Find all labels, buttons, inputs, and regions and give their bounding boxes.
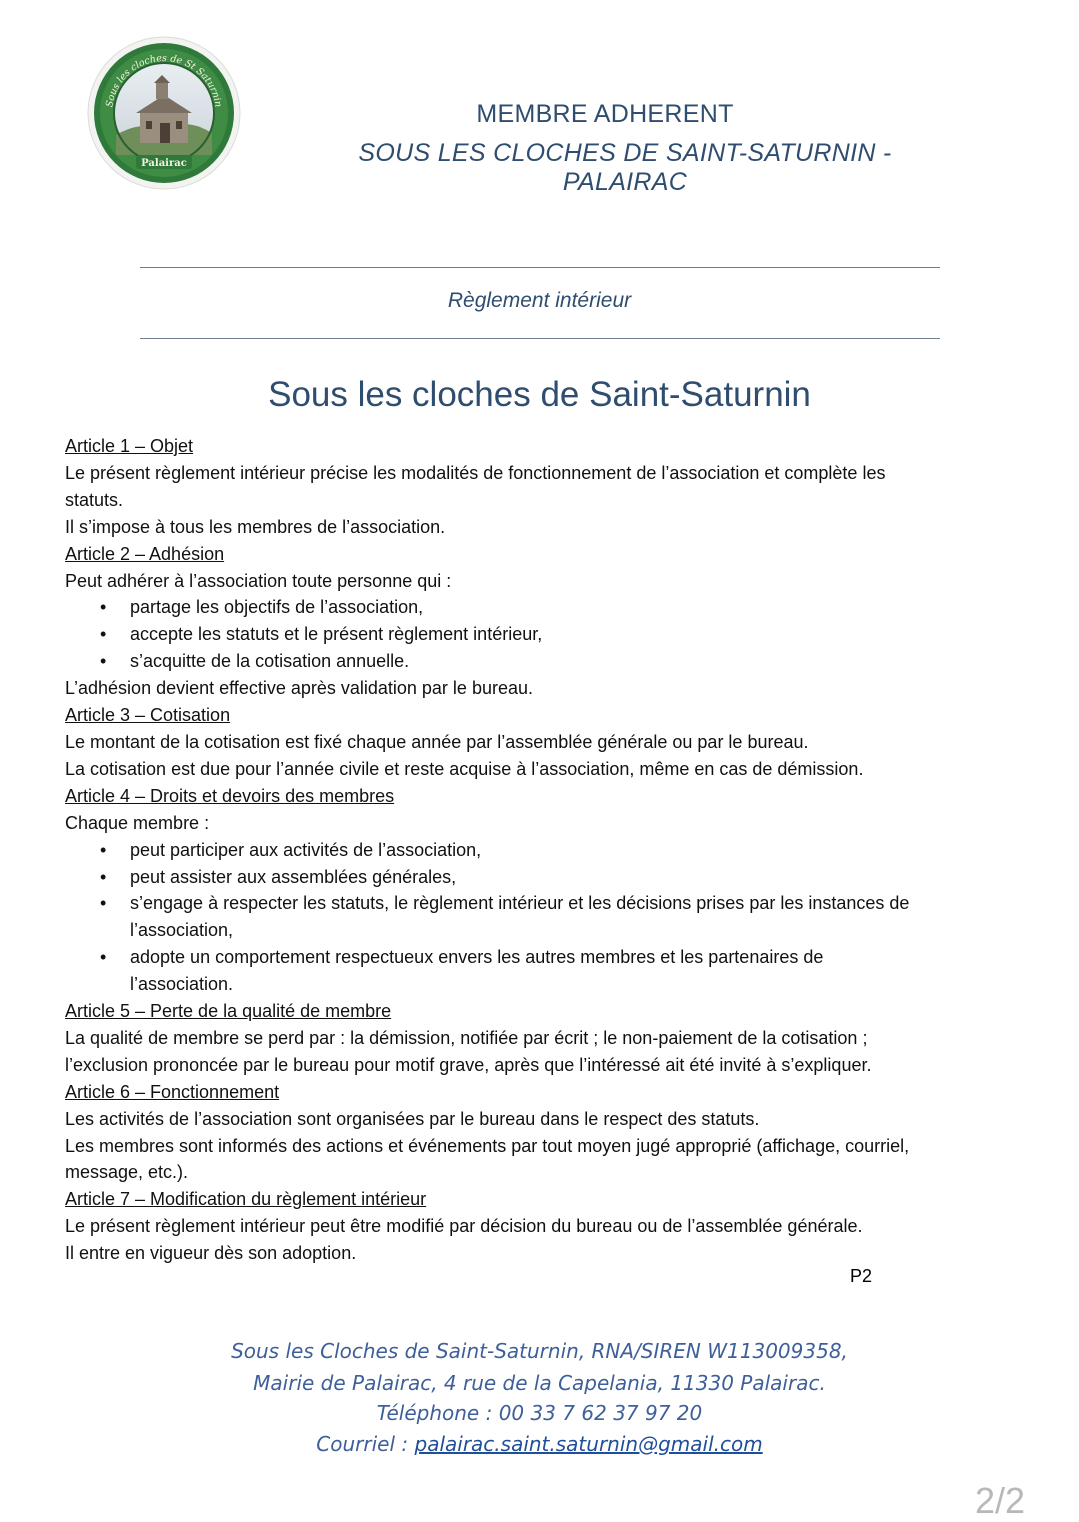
bullet-icon: • xyxy=(100,947,107,968)
article-6-heading: Article 6 – Fonctionnement xyxy=(65,1081,280,1102)
footer-line-2: Mairie de Palairac, 4 rue de la Capelania, 11330 Palairac. xyxy=(253,1371,826,1395)
document-subtitle: Règlement intérieur xyxy=(447,289,632,312)
list-item-continuation: l’association. xyxy=(130,974,234,995)
document-body xyxy=(65,433,1015,1267)
article-5-text: l’exclusion prononcée par le bureau pour motif grave, après que l’intéressé ait été invité à s’expliquer. xyxy=(65,1054,872,1075)
header-membre-adherent: MEMBRE ADHERENT xyxy=(476,100,734,128)
footer-line-1: Sous les Cloches de Saint-Saturnin, RNA/SIREN W113009358, xyxy=(231,1339,848,1363)
article-4-list xyxy=(65,837,1015,998)
bullet-icon: • xyxy=(100,866,107,887)
page-number: P2 xyxy=(850,1266,873,1286)
list-item: • s’engage à respecter les statuts, le règlement intérieur et les décisions prises par les instances de xyxy=(65,890,1015,917)
divider-top xyxy=(140,267,940,268)
article-3-text: La cotisation est due pour l’année civile et reste acquise à l’association, même en cas de démission. xyxy=(65,758,864,779)
bullet-icon: • xyxy=(100,624,107,645)
article-6-text: Les membres sont informés des actions et événements par tout moyen jugé approprié (affichage, courriel, xyxy=(65,1135,910,1156)
page-indicator: 2/2 xyxy=(975,1480,1026,1521)
bullet-icon: • xyxy=(100,597,107,618)
article-4-intro: Chaque membre : xyxy=(65,812,210,833)
footer-email-line xyxy=(0,1432,1079,1456)
article-6-text: Les activités de l’association sont organisées par le bureau dans le respect des statuts. xyxy=(65,1108,760,1129)
article-5-heading: Article 5 – Perte de la qualité de membre xyxy=(65,1001,392,1022)
article-5-text: La qualité de membre se perd par : la démission, notifiée par écrit ; le non-paiement de la cotisation ; xyxy=(65,1027,868,1048)
article-2-outro: L’adhésion devient effective après validation par le bureau. xyxy=(65,678,533,699)
list-item: • peut assister aux assemblées générales, xyxy=(65,864,1015,891)
article-1-text: Il s’impose à tous les membres de l’association. xyxy=(65,516,446,537)
divider-bottom xyxy=(140,338,940,339)
footer-email-link[interactable]: palairac.saint.saturnin@gmail.com xyxy=(414,1432,763,1456)
article-2-list xyxy=(65,594,1015,675)
article-7-text: Le présent règlement intérieur peut être modifié par décision du bureau ou de l’assemblée générale. xyxy=(65,1216,863,1237)
association-logo xyxy=(86,35,242,191)
article-4-heading: Article 4 – Droits et devoirs des membres xyxy=(65,785,395,806)
article-3-text: Le montant de la cotisation est fixé chaque année par l’assemblée générale ou par le bureau. xyxy=(65,731,809,752)
article-7-heading: Article 7 – Modification du règlement intérieur xyxy=(65,1189,427,1210)
article-6-text: message, etc.). xyxy=(65,1162,189,1183)
article-1-text: statuts. xyxy=(65,489,124,510)
bullet-icon: • xyxy=(100,893,107,914)
list-item: • s’acquitte de la cotisation annuelle. xyxy=(65,648,1015,675)
svg-text:Palairac: Palairac xyxy=(141,158,187,169)
list-item: • partage les objectifs de l’association, xyxy=(65,594,1015,621)
svg-text:Sous les cloches de St Saturni: Sous les cloches de St Saturnin xyxy=(104,52,224,109)
article-7-text: Il entre en vigueur dès son adoption. xyxy=(65,1243,357,1264)
footer-email-label: Courriel : xyxy=(316,1432,415,1456)
article-2-heading: Article 2 – Adhésion xyxy=(65,543,225,564)
chapel-seal-icon xyxy=(86,35,242,191)
article-1-text: Le présent règlement intérieur précise les modalités de fonctionnement de l’association et complète les xyxy=(65,462,886,483)
list-item-continuation: l’association, xyxy=(130,920,234,941)
list-item: • peut participer aux activités de l’association, xyxy=(65,837,1015,864)
bullet-icon: • xyxy=(100,651,107,672)
bullet-icon: • xyxy=(100,839,107,860)
article-1-heading: Article 1 – Objet xyxy=(65,436,194,456)
list-item: • adopte un comportement respectueux envers les autres membres et les partenaires de xyxy=(65,944,1015,971)
list-item: • accepte les statuts et le présent règlement intérieur, xyxy=(65,621,1015,648)
footer-phone: Téléphone : 00 33 7 62 37 97 20 xyxy=(376,1401,703,1425)
document-title: Sous les cloches de Saint-Saturnin xyxy=(268,375,811,414)
article-2-intro: Peut adhérer à l’association toute personne qui : xyxy=(65,570,452,591)
article-3-heading: Article 3 – Cotisation xyxy=(65,705,231,726)
header-association-name: SOUS LES CLOCHES DE SAINT-SATURNIN - PALAIRAC xyxy=(358,139,892,196)
